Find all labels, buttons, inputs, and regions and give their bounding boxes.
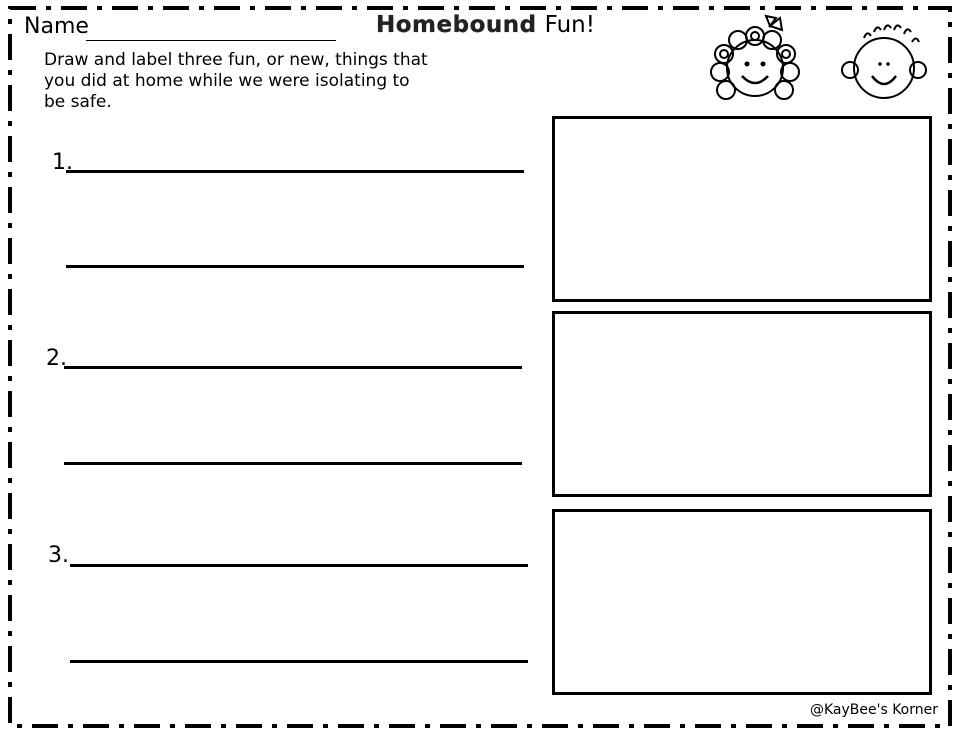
copyright-credit: @KayBee's Korner: [809, 702, 938, 718]
item-number-3: 3.: [48, 543, 69, 568]
item-1-drawing-box[interactable]: [552, 116, 932, 302]
item-1-write-line-1[interactable]: [66, 170, 524, 173]
item-number-2: 2.: [46, 346, 67, 371]
instructions-text: Draw and label three fun, or new, things that you did at home while we were isolating to be safe.: [44, 50, 428, 112]
page-title: [376, 12, 595, 38]
title-light-word: Fun!: [544, 12, 595, 38]
item-number-1: 1.: [52, 150, 73, 175]
item-3-drawing-box[interactable]: [552, 509, 932, 695]
title-bold-word: Homebound: [376, 12, 537, 38]
item-1-write-line-2[interactable]: [66, 265, 524, 268]
item-2-drawing-box[interactable]: [552, 311, 932, 497]
name-write-line[interactable]: [86, 40, 336, 41]
boy-face-icon: [836, 16, 936, 108]
item-2-write-line-1[interactable]: [64, 366, 522, 369]
item-3-write-line-1[interactable]: [70, 564, 528, 567]
girl-face-icon: [700, 14, 810, 110]
item-3-write-line-2[interactable]: [70, 660, 528, 663]
item-2-write-line-2[interactable]: [64, 462, 522, 465]
name-label: Name: [24, 14, 89, 39]
